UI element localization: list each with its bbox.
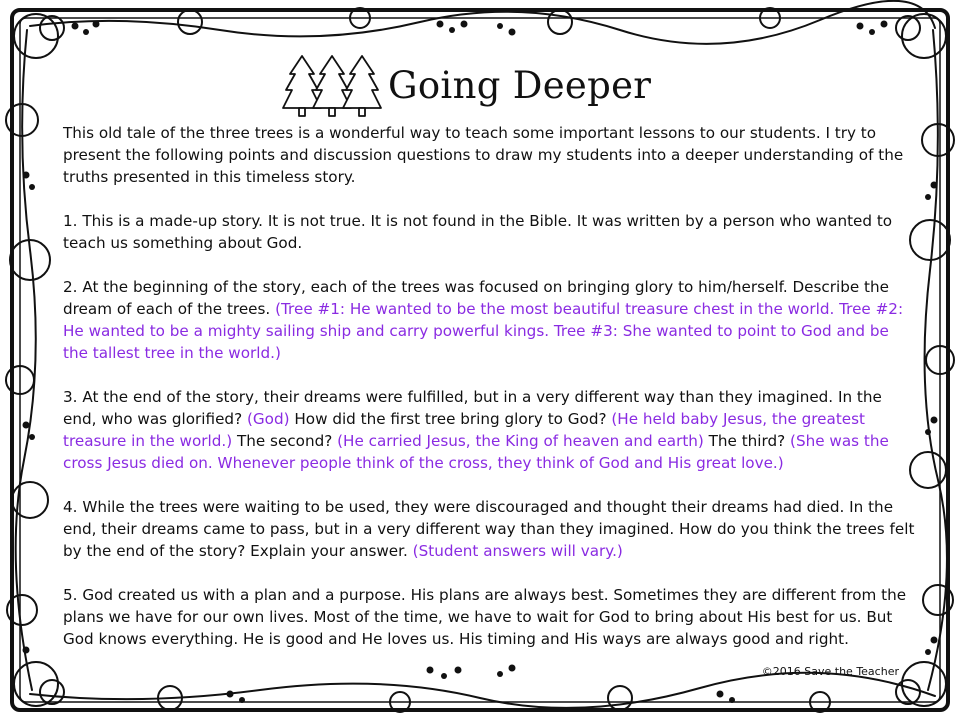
discussion-point-5	[63, 584, 915, 650]
discussion-points	[63, 210, 915, 650]
page-header	[280, 52, 651, 118]
lesson-content	[63, 122, 915, 672]
answer-text: (He held baby Jesus, the greatest treasure in the world.)	[63, 410, 866, 450]
copyright-notice: ©2016 Save the Teacher	[761, 665, 899, 678]
answer-text: (God)	[246, 410, 290, 428]
question-text: 5. God created us with a plan and a purpose. His plans are always best. Sometimes they are different from the plans we have for our own lives. Most of the time, we have to wait for God to bring about His best for us. But God knows everything. He is good and He loves us. His timing and His ways are always good and right.	[63, 586, 907, 648]
question-text: 3. At the end of the story, their dreams were fulfilled, but in a very different way than they imagined. In the end, who was glorified?	[63, 388, 882, 428]
answer-text: (Student answers will vary.)	[412, 542, 623, 560]
answer-text: (She was the cross Jesus died on. Whenever people think of the cross, they think of God and His great love.)	[63, 432, 889, 472]
three-trees-icon	[280, 52, 384, 118]
discussion-point-1	[63, 210, 915, 254]
discussion-point-2	[63, 276, 915, 364]
question-text: The third?	[703, 432, 791, 450]
page-title: Going Deeper	[388, 63, 652, 107]
question-text: 2. At the beginning of the story, each of the trees was focused on bringing glory to him/herself. Describe the dream of each of the trees.	[63, 278, 889, 318]
intro-paragraph: This old tale of the three trees is a wonderful way to teach some important lessons to our students. I try to present the following points and discussion questions to draw my students into a deeper understanding of the truths presented in this timeless story.	[63, 124, 904, 186]
question-text: 4. While the trees were waiting to be used, they were discouraged and thought their dreams had died. In the end, their dreams came to pass, but in a very different way than they imagined. How do you think the trees felt by the end of the story? Explain your answer.	[63, 498, 915, 560]
answer-text: (Tree #1: He wanted to be the most beautiful treasure chest in the world. Tree #2: He wanted to be a mighty sailing ship and carry powerful kings. Tree #3: She wanted to point to God and be the tallest tree in the world.)	[63, 300, 904, 362]
discussion-point-4	[63, 496, 915, 562]
discussion-point-3	[63, 386, 915, 474]
answer-text: (He carried Jesus, the King of heaven and earth)	[337, 432, 704, 450]
question-text: The second?	[232, 432, 338, 450]
question-text: 1. This is a made-up story. It is not true. It is not found in the Bible. It was written by a person who wanted to teach us something about God.	[63, 212, 893, 252]
question-text: How did the first tree bring glory to God?	[289, 410, 612, 428]
